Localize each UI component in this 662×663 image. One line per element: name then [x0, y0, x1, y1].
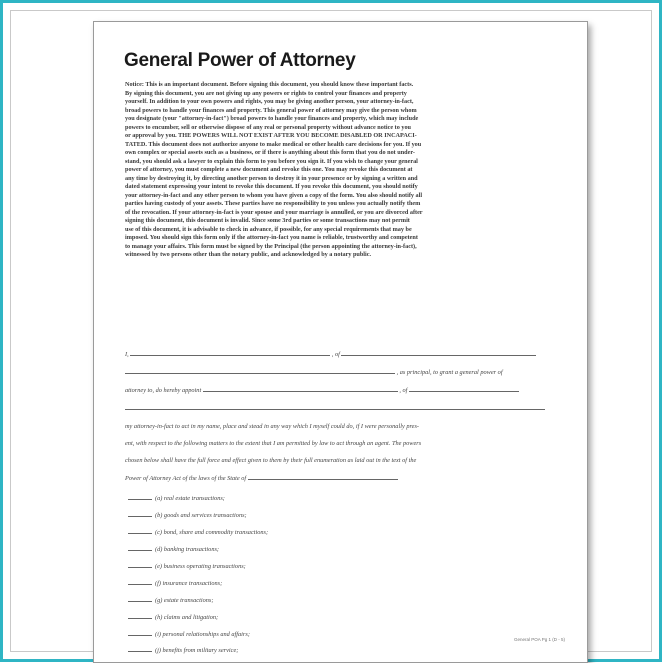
power-item-a	[128, 494, 225, 502]
form-line-principal	[125, 350, 536, 358]
power-item-d	[128, 545, 219, 553]
notice-line: stand, you should ask a lawyer to explain this form to you before you sign it. If you wish to change your general	[125, 157, 418, 165]
notice-line: imposed. You should sign this form only if the attorney-in-fact you name is reliable, trustworthy and competent	[125, 234, 418, 241]
power-item-e	[128, 562, 246, 570]
footer-form-code: General POA Pg 1 (D - 5)	[513, 637, 565, 642]
power-label-g: (g) estate transactions;	[155, 597, 214, 604]
initial-blank-e[interactable]	[128, 562, 152, 568]
attorney-address-blank[interactable]	[409, 386, 519, 392]
form-text-of: , of	[331, 351, 340, 358]
authority-paragraph-line-4	[125, 474, 398, 482]
notice-line: witnessed by two persons other than the notary public, and acknowledged by a notary public.	[125, 251, 372, 258]
document-page	[93, 21, 588, 663]
form-line-attorney-address	[125, 404, 545, 412]
power-label-f: (f) insurance transactions;	[155, 580, 223, 587]
notice-line: Notice: This is an important document. Before signing this document, you should know these important facts.	[125, 81, 414, 88]
form-text-of-2: , of	[399, 387, 408, 394]
authority-text-1: my attorney-in-fact to act in my name, place and stead in any way which I myself could do, if I were personally pres-	[125, 423, 420, 430]
state-blank[interactable]	[248, 474, 398, 480]
attorney-address-blank-2[interactable]	[125, 404, 545, 410]
notice-line: any time by destroying it, by directing another person to destroy it in your presence or by signing a written and	[125, 174, 418, 182]
notice-line: yourself. In addition to your own powers and rights, you may be giving another person, your attorney-in-fact,	[125, 98, 414, 105]
power-label-a: (a) real estate transactions;	[155, 495, 225, 502]
initial-blank-b[interactable]	[128, 511, 152, 517]
document-title: General Power of Attorney	[124, 50, 356, 71]
power-item-j	[128, 646, 238, 654]
initial-blank-g[interactable]	[128, 596, 152, 602]
attorney-name-blank[interactable]	[203, 386, 398, 392]
power-label-h: (h) claims and litigation;	[155, 614, 219, 621]
principal-address-blank-2[interactable]	[125, 368, 395, 374]
form-text-as-principal: , as principal, to grant a general power of	[396, 369, 503, 376]
form-text-i: I,	[125, 351, 129, 358]
power-item-h	[128, 613, 218, 621]
notice-line: own complex or special assets such as a business, or if there is anything about this form that you do not under-	[125, 149, 415, 156]
initial-blank-d[interactable]	[128, 545, 152, 551]
initial-blank-c[interactable]	[128, 528, 152, 534]
power-label-i: (i) personal relationships and affairs;	[155, 631, 250, 638]
notice-line: use of this document, it is advisable to check in advance, if possible, for any special requirements that may be	[125, 225, 412, 233]
initial-blank-i[interactable]	[128, 630, 152, 636]
principal-name-blank[interactable]	[130, 350, 330, 356]
power-label-b: (b) goods and services transactions;	[155, 512, 247, 519]
initial-blank-h[interactable]	[128, 613, 152, 619]
initial-blank-j[interactable]	[128, 646, 152, 652]
notice-line: TATED. This document does not authorize anyone to make medical or other health care decisions for you. If you	[125, 140, 422, 148]
authority-paragraph-line-2	[125, 440, 421, 447]
power-label-d: (d) banking transactions;	[155, 546, 220, 553]
notice-line: you designate (your "attorney-in-fact") broad powers to handle your finances and property, which may include	[125, 115, 419, 122]
power-label-c: (c) bond, share and commodity transactions;	[155, 529, 269, 536]
power-item-c	[128, 528, 268, 536]
initial-blank-f[interactable]	[128, 579, 152, 585]
notice-line: of the revocation. If your attorney-in-fact is your spouse and your marriage is annulled, or you are divorced after	[125, 208, 423, 216]
authority-text-2: ent, with respect to the following matters to the extent that I am permitted by law to act through an agent. The powers	[125, 440, 422, 447]
notice-line: or approval by you. THE POWERS WILL NOT EXIST AFTER YOU BECOME DISABLED OR INCAPACI-	[125, 132, 417, 139]
power-item-f	[128, 579, 222, 587]
principal-address-blank[interactable]	[341, 350, 536, 356]
notice-line: broad powers to handle your finances and property. This general power of attorney may give the person whom	[125, 106, 417, 114]
notice-line: powers to encumber, sell or otherwise dispose of any real or personal property without advance notice to you	[125, 123, 411, 131]
authority-text-3: chosen below shall have the full force and effect given to them by their full enumeration as laid out in the text of the	[125, 457, 417, 464]
power-item-b	[128, 511, 247, 519]
thumbnail-inner-border	[10, 10, 652, 652]
authority-text-4: Power of Attorney Act of the laws of the State of	[125, 475, 247, 482]
form-line-grant	[125, 368, 503, 376]
power-item-i	[128, 630, 250, 638]
notice-line: power of attorney, you must complete a new document and revoke this one. You may revoke this document at	[125, 166, 413, 173]
form-text-appoint: attorney to, do hereby appoint	[125, 387, 202, 394]
power-item-g	[128, 596, 213, 604]
notice-line: to manage your affairs. This form must be signed by the Principal (the person appointing the attorney-in-fact),	[125, 242, 417, 250]
notice-line: your attorney-in-fact and any other person to whom you have given a copy of the form. You also should notify all	[125, 191, 423, 199]
initial-blank-a[interactable]	[128, 494, 152, 500]
power-label-e: (e) business operating transactions;	[155, 563, 246, 570]
notice-line: signing this document, this document is invalid. Since some 3rd parties or some transactions may not permit	[125, 217, 410, 224]
authority-paragraph-line-3	[125, 457, 416, 464]
notice-line: parties having custody of your assets. These parties have no responsibility to you unless you actually notify them	[125, 200, 421, 207]
authority-paragraph-line-1	[125, 423, 419, 430]
notice-line: dated statement expressing your intent to revoke this document. If you revoke this document, you should notify	[125, 183, 418, 190]
power-label-j: (j) benefits from military service;	[155, 647, 239, 654]
notice-line: By signing this document, you are not giving up any powers or rights to control your finances and property	[125, 89, 407, 97]
notice-paragraph	[125, 81, 562, 260]
form-line-appoint	[125, 386, 519, 394]
